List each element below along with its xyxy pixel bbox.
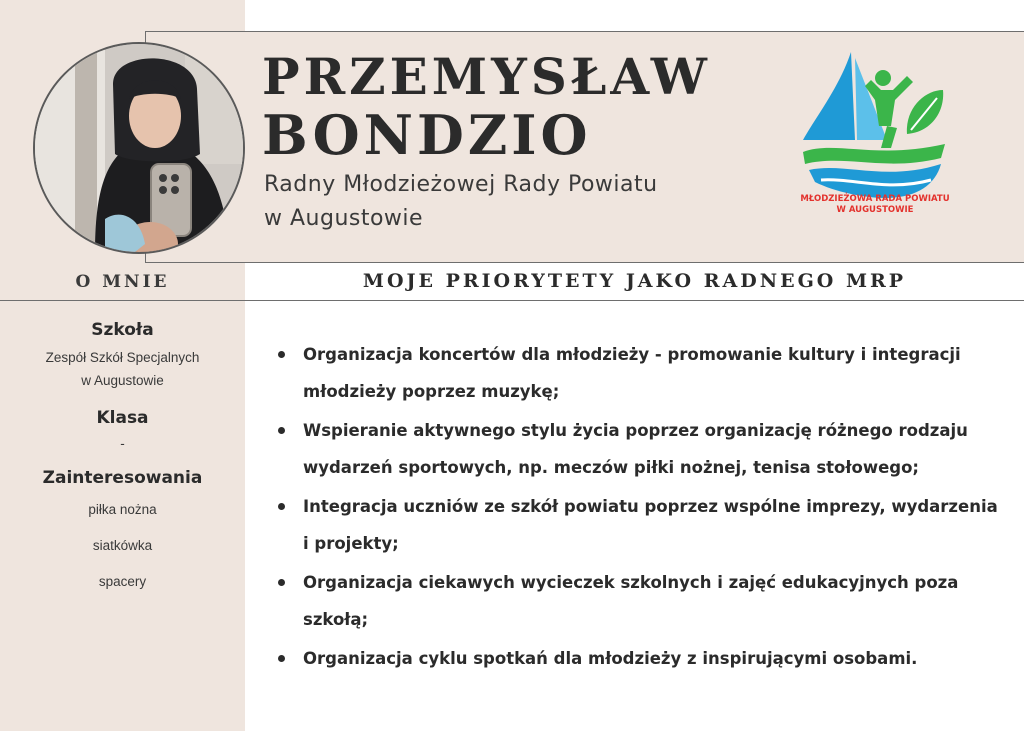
priority-item: Organizacja koncertów dla młodzieży - promowanie kultury i integracji młodzieży poprzez muzykę; [275,336,1005,410]
priority-item: Wspieranie aktywnego stylu życia poprzez organizację różnego rodzaju wydarzeń sportowych, np. meczów piłki nożnej, tenisa stołowego; [275,412,1005,486]
interest-item: siatkówka [92,538,153,553]
section-divider-line [0,300,1024,301]
priorities-list [275,336,1005,679]
person-name [262,47,711,167]
header-bottom-line [145,262,1024,263]
about-section-title: O MNIE [75,272,170,292]
interest-item: spacery [98,574,147,589]
logo-text-line-1: MŁODZIEŻOWA RADA POWIATU [800,194,950,204]
avatar [33,42,245,254]
person-role [264,168,784,236]
role-line-1: Radny Młodzieżowej Rady Powiatu [264,172,658,197]
interest-item: piłka nożna [88,502,157,517]
logo-text-line-2: W AUGUSTOWIE [836,205,914,215]
school-value-line-1: Zespół Szkół Specjalnych [45,350,200,365]
person-first-name: PRZEMYSŁAW [262,47,711,106]
priority-item: Organizacja ciekawych wycieczek szkolnych i zajęć edukacyjnych poza szkołą; [275,564,1005,638]
profile-photo-image [35,44,243,252]
council-logo-text [780,194,970,216]
class-label: Klasa [96,408,149,428]
priority-item: Organizacja cyklu spotkań dla młodzieży z inspirującymi osobami. [275,640,1005,677]
priority-item: Integracja uczniów ze szkół powiatu poprzez wspólne imprezy, wydarzenia i projekty; [275,488,1005,562]
school-label: Szkoła [91,320,154,340]
about-section [0,320,245,593]
role-line-2: w Augustowie [264,206,424,231]
school-value-line-2: w Augustowie [81,373,164,388]
header-top-line [145,31,1024,32]
person-last-name: BONDZIO [262,103,592,167]
priorities-section-title: MOJE PRIORYTETY JAKO RADNEGO MRP [362,270,907,292]
interests-label: Zainteresowania [42,468,203,488]
class-value: - [120,436,125,451]
